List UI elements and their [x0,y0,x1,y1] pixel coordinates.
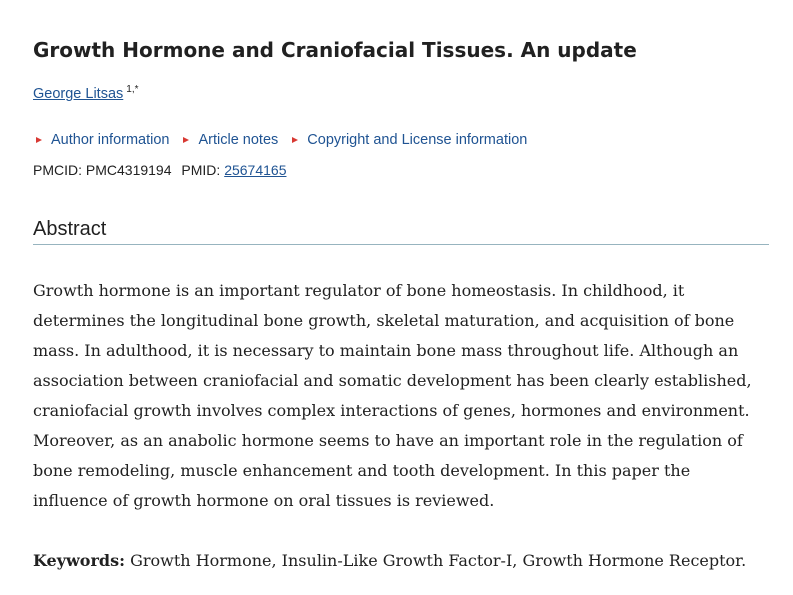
author-affiliation-marker: 1,* [126,84,139,96]
pmid-link[interactable]: 25674165 [224,162,287,178]
article-info-links [33,130,538,150]
keywords-values: Growth Hormone, Insulin-Like Growth Factor-I, Growth Hormone Receptor. [130,551,747,570]
article-notes-label: Article notes [198,132,279,148]
pmcid-value: PMC4319194 [85,162,172,178]
author-list [33,84,139,104]
keywords [33,546,769,576]
copyright-license-label: Copyright and License information [307,132,528,148]
keywords-label: Keywords: [33,551,126,570]
expand-triangle-icon [183,137,189,143]
author-information-toggle[interactable] [33,132,169,148]
abstract-text: Growth hormone is an important regulator of bone homeostasis. In childhood, it determines the longitudinal bone growth, skeletal maturation, and acquisition of bone mass. In adulthood, it is necessary to maintain bone mass throughout life. Although an association between craniofacial and somatic development has been clearly established, craniofacial growth involves complex interactions of genes, hormones and environment. Moreover, as an anabolic hormone seems to have an important role in the regulation of bone remodeling, muscle enhancement and tooth development. In this paper the influence of growth hormone on oral tissues is reviewed. [33,281,752,510]
pmcid-label: PMCID: [33,162,82,178]
pmid-label: PMID: [181,162,221,178]
author-information-label: Author information [51,132,170,148]
abstract-heading: Abstract [33,216,769,245]
article-identifiers [33,160,286,180]
copyright-license-toggle[interactable] [289,132,527,148]
expand-triangle-icon [36,137,42,143]
author-link[interactable]: George Litsas [33,86,124,102]
article-title: Growth Hormone and Craniofacial Tissues. An update [33,38,637,62]
article-notes-toggle[interactable] [180,132,278,148]
expand-triangle-icon [292,137,298,143]
